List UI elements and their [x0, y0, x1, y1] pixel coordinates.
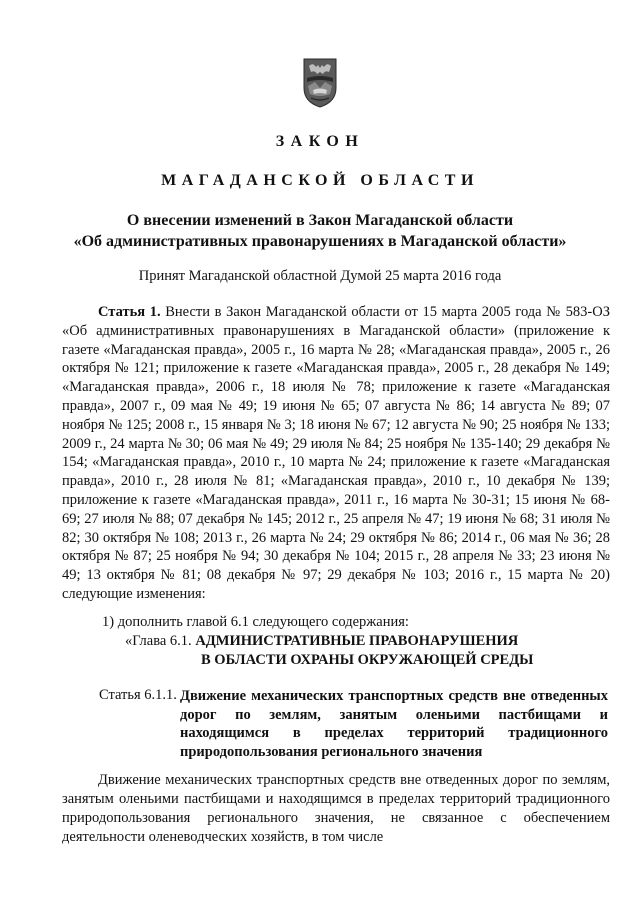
law-subtitle — [0, 210, 640, 252]
article-1-label: Статья 1. — [98, 304, 161, 320]
subtitle-line-1: О внесении изменений в Закон Магаданской области — [126, 212, 514, 229]
coat-of-arms-icon — [303, 58, 337, 108]
article-6-1-1-label: Статья 6.1.1. — [99, 687, 177, 703]
article-1-text: Внести в Закон Магаданской области от 15 марта 2005 года № 583-ОЗ «Об административных правонарушениях в Магаданской области» (приложение к газете «Магаданская правда», 2005 г., 16 марта № 28; «Магаданская правда», 2005 г., 26 октября № 121; приложение к газете «Магаданская правда», 2005 г., 28 декабря № 149; «Магаданская правда», 2006 г., 18 июля № 78; приложение к газете «Магаданская правда», 2007 г., 09 мая № 49; 19 июня № 65; 07 августа № 86; 14 августа № 89; 07 ноября № 125; 2008 г., 15 января № 3; 18 июня № 67; 12 августа № 90; 25 ноября № 133; 2009 г., 24 марта № 30; 06 мая № 49; 29 июля № 84; 25 ноября № 135-140; 29 декабря № 154; «Магаданская правда», 2010 г., 10 марта № 24; приложение к газете «Магаданская правда», 2010 г., 28 июля № 81; «Магаданская правда», 2010 г., 10 декабря № 139; приложение к газете «Магаданская правда», 2011 г., 16 марта № 30-31; 15 июня № 68-69; 27 июля № 88; 07 декабря № 145; 2012 г., 25 апреля № 47; 19 июня № 68; 31 июля № 82; 30 октября № 108; 2013 г., 26 марта № 24; 29 октября № 86; 2014 г., 06 мая № 36; 28 октября № 87; 25 ноября № 94; 30 декабря № 104; 2015 г., 28 апреля № 33; 23 июня № 49; 13 октября № 81; 08 декабря № 97; 29 декабря № 103; 2016 г., 15 марта № 20) следующие изменения: — [62, 304, 610, 602]
chapter-6-1-heading — [125, 632, 595, 670]
region-title: МАГАДАНСКОЙ ОБЛАСТИ — [161, 172, 479, 189]
chapter-title-line-1: АДМИНИСТРАТИВНЫЕ ПРАВОНАРУШЕНИЯ — [195, 633, 519, 649]
law-title: ЗАКОН — [275, 133, 365, 150]
article-6-1-1-title: Движение механических транспортных средств вне отведенных дорог по землям, занятым оленьими пастбищами и находящимся в пределах территорий традиционного природопользования регионального значения — [180, 688, 608, 760]
subtitle-line-2: «Об административных правонарушениях в Магаданской области» — [73, 233, 567, 250]
adoption-note: Принят Магаданской областной Думой 25 марта 2016 года — [138, 268, 502, 284]
article-6-1-1-body: Движение механических транспортных средств вне отведенных дорог по землям, занятым оленьими пастбищами и находящимся в пределах территорий традиционного природопользования регионального значения, не связанное с обеспечением деятельности оленеводческих хозяйств, в том числе — [62, 772, 610, 845]
change-item-1: 1) дополнить главой 6.1 следующего содержания: — [102, 614, 409, 630]
article-1-paragraph — [62, 303, 610, 604]
chapter-title-line-2: В ОБЛАСТИ ОХРАНЫ ОКРУЖАЮЩЕЙ СРЕДЫ — [201, 652, 534, 668]
chapter-prefix: «Глава 6.1. — [125, 633, 196, 649]
